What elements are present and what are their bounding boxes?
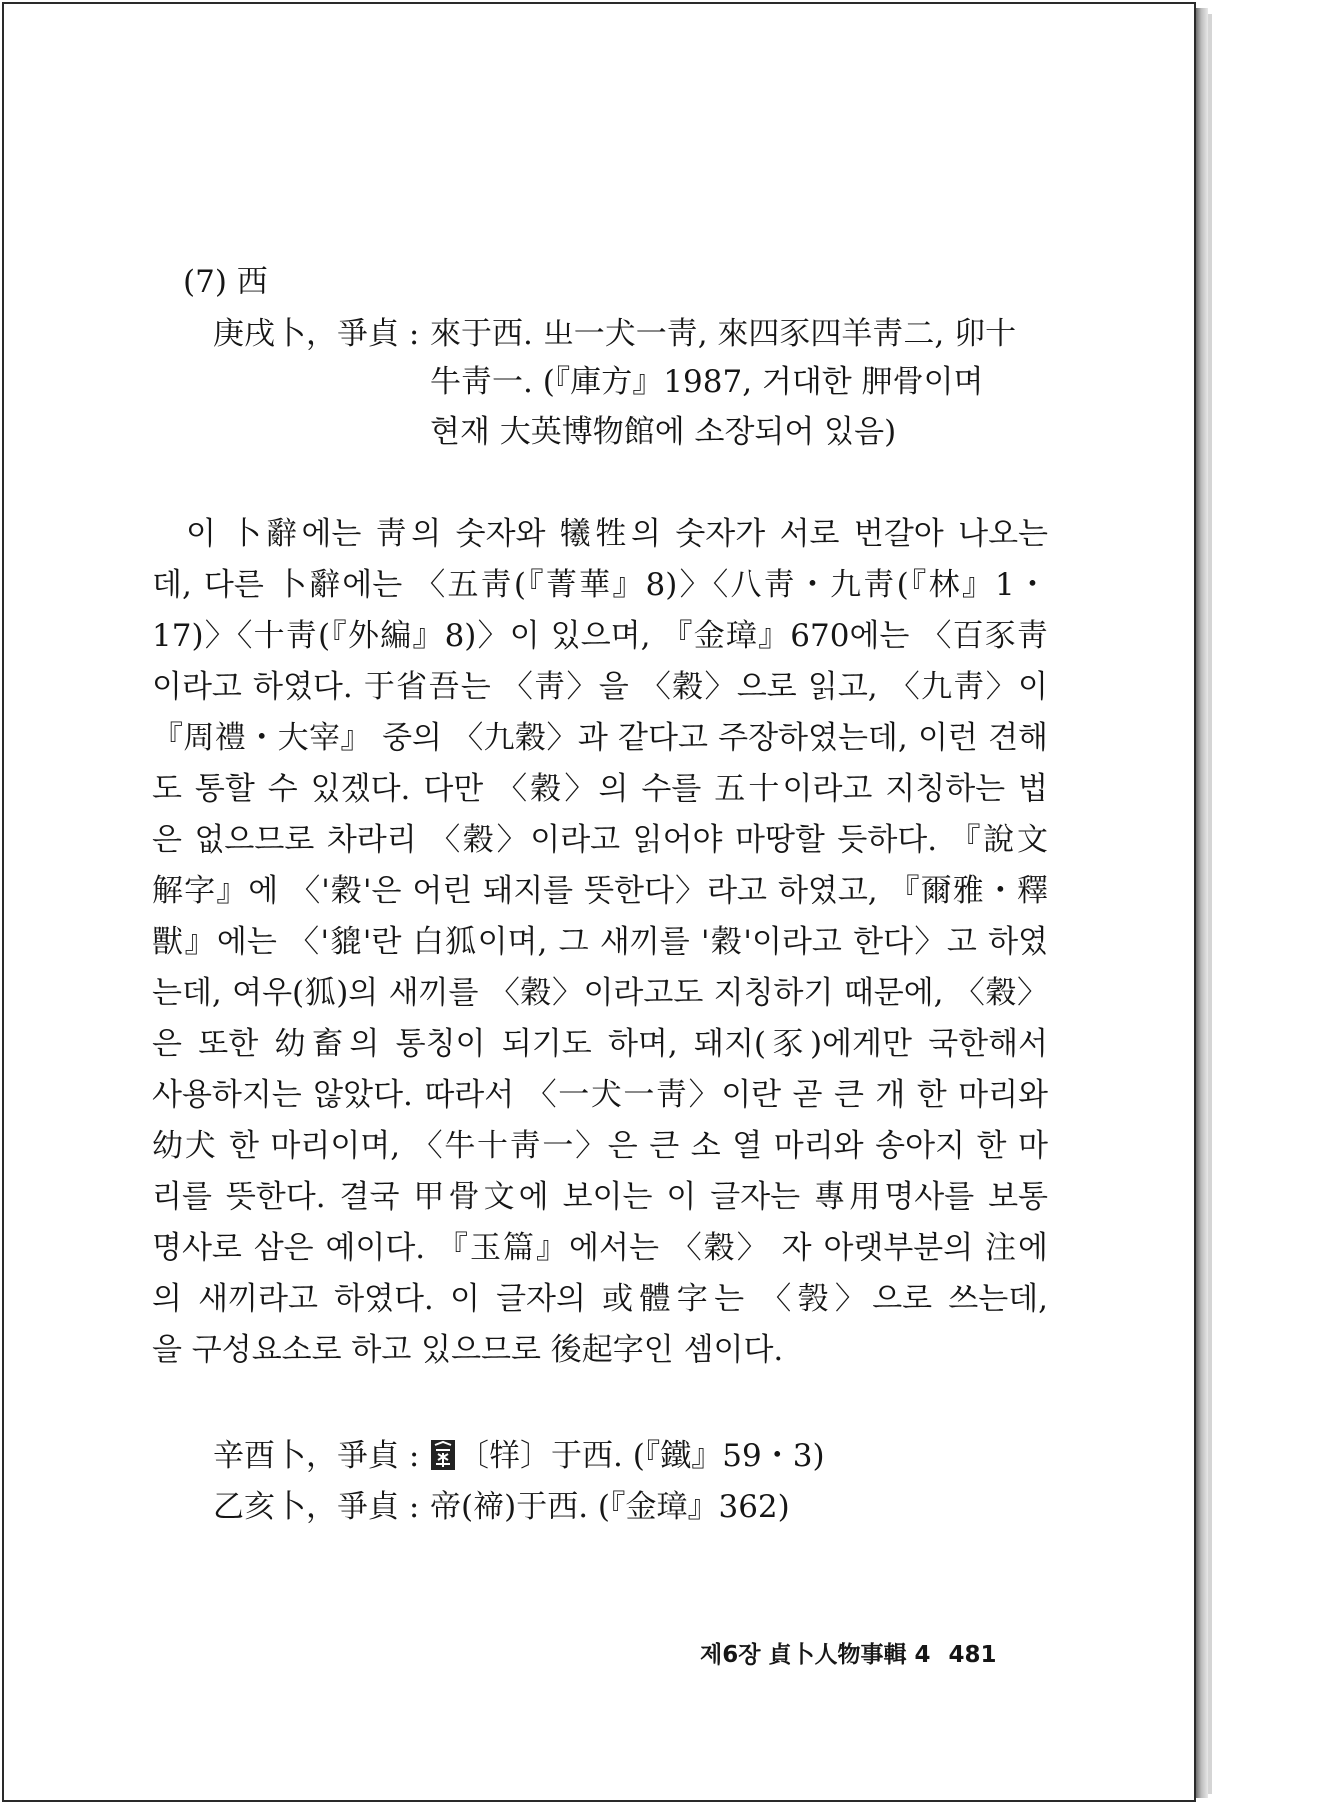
page-edge-strip xyxy=(1208,14,1212,1794)
example-1-line-3: 현재 大英博物館에 소장되어 있음) xyxy=(430,414,897,450)
example-2-text-wrap xyxy=(430,1436,825,1476)
page-number: 481 xyxy=(948,1642,997,1668)
example-1-line-1: 來于西. 㞢一犬一靑, 來四豕四羊靑二, 卯十 xyxy=(430,316,1017,352)
example-3-label: 乙亥卜，爭貞 : xyxy=(213,1489,420,1525)
paragraph-line: 리를 뜻한다. 결국 甲骨文에 보이는 이 글자는 專用명사를 보통 xyxy=(152,1179,1048,1215)
paragraph-line: 도 통할 수 있겠다. 다만 〈穀〉의 수를 五十이라고 지칭하는 법 xyxy=(152,771,1048,807)
paragraph-line: 17)〉〈十靑(『外編』8)〉이 있으며, 『金璋』670에는 〈百豕靑 xyxy=(152,618,1048,654)
page-edge-shadow xyxy=(1196,8,1208,1798)
paragraph-line: 이 卜辭에는 靑의 숫자와 犧牲의 숫자가 서로 번갈아 나오는 xyxy=(186,516,1048,552)
example-2-label: 辛酉卜，爭貞 : xyxy=(213,1438,420,1474)
paragraph-line: 獸』에는 〈'貔'란 白狐이며, 그 새끼를 '穀'이라고 한다〉고 하였 xyxy=(152,924,1048,960)
example-1-line-2: 牛靑一. (『庫方』1987, 거대한 胛骨이며 xyxy=(430,364,984,400)
example-2-text: 〔䍧〕于西. (『鐵』59・3) xyxy=(458,1438,825,1474)
oracle-bone-glyph-icon xyxy=(430,1439,456,1471)
paragraph-line: 는데, 여우(狐)의 새끼를 〈穀〉이라고도 지칭하기 때문에, 〈穀〉 xyxy=(152,975,1048,1011)
paragraph-line: 은 없으므로 차라리 〈穀〉이라고 읽어야 마땅할 듯하다. 『說文 xyxy=(152,822,1048,858)
section-heading: (7) 西 xyxy=(183,264,268,300)
paragraph-line: 의 새끼라고 하였다. 이 글자의 或體字는 〈㝅〉으로 쓰는데, xyxy=(152,1281,1048,1317)
paragraph-line: 은 또한 幼畜의 통칭이 되기도 하며, 돼지(豕)에게만 국한해서 xyxy=(152,1026,1048,1062)
example-3-text: 帝(禘)于西. (『金璋』362) xyxy=(430,1489,790,1525)
paragraph-line: 명사로 삼은 예이다. 『玉篇』에서는 〈穀〉 자 아랫부분의 注에 xyxy=(152,1230,1048,1266)
running-footer xyxy=(700,1636,1050,1669)
paragraph-line: 幼犬 한 마리이며, 〈牛十靑一〉은 큰 소 열 마리와 송아지 한 마 xyxy=(152,1128,1048,1164)
example-1-label: 庚戌卜，爭貞 : xyxy=(213,316,420,352)
paragraph-line: 解字』에 〈'穀'은 어린 돼지를 뜻한다〉라고 하였고, 『爾雅・釋 xyxy=(152,873,1048,909)
paragraph-line: 『周禮・大宰』 중의 〈九穀〉과 같다고 주장하였는데, 이런 견해 xyxy=(152,720,1048,756)
paragraph-line: 사용하지는 않았다. 따라서 〈一犬一靑〉이란 곧 큰 개 한 마리와 xyxy=(152,1077,1048,1113)
paragraph-line: 이라고 하였다. 于省吾는 〈靑〉을 〈穀〉으로 읽고, 〈九靑〉이 xyxy=(152,669,1048,705)
paragraph-line: 데, 다른 卜辭에는 〈五靑(『菁華』8)〉〈八靑・九靑(『林』1・ xyxy=(152,567,1048,603)
paragraph-line: 을 구성요소로 하고 있으므로 後起字인 셈이다. xyxy=(152,1332,784,1368)
chapter-title: 제6장 貞卜人物事輯 4 xyxy=(700,1642,931,1668)
